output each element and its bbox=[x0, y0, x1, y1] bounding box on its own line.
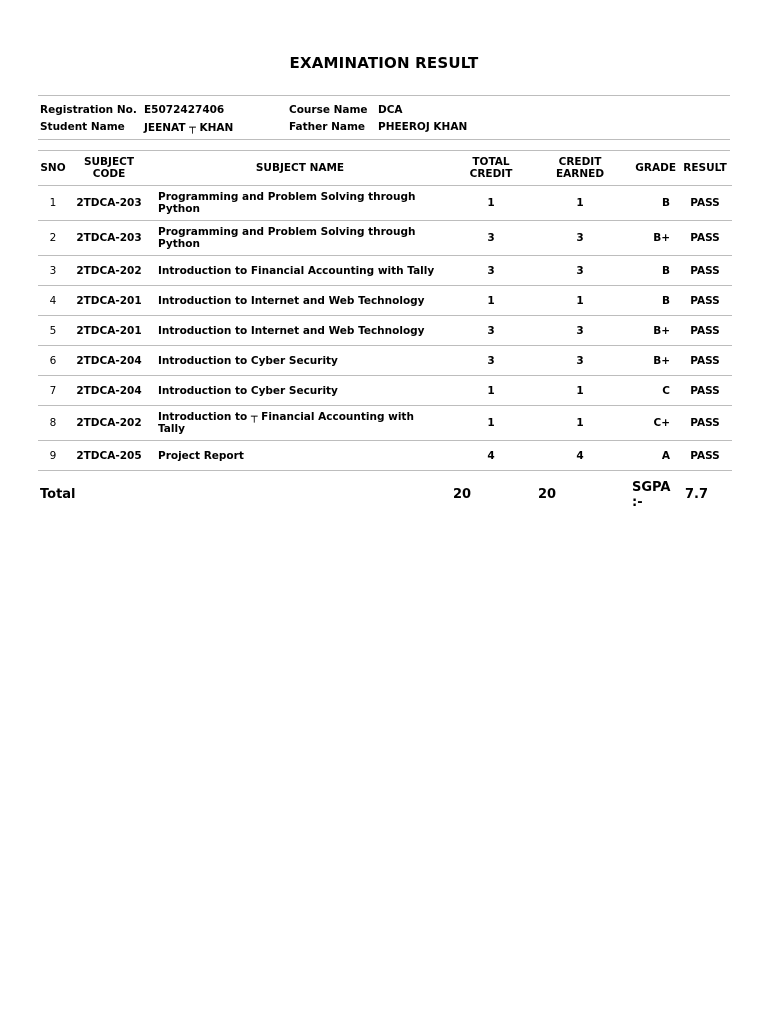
father-name-value: PHEEROJ KHAN bbox=[378, 121, 468, 133]
total-credit-value: 20 bbox=[453, 487, 472, 502]
row-result: PASS bbox=[678, 221, 732, 256]
row-total-credit: 4 bbox=[450, 441, 532, 471]
row-subject-name: Introduction to Financial Accounting with Tally bbox=[150, 256, 450, 286]
sgpa-value: 7.7 bbox=[685, 487, 709, 502]
row-credit-earned: 1 bbox=[532, 406, 628, 441]
row-sno: 9 bbox=[38, 441, 68, 471]
row-total-credit: 3 bbox=[450, 316, 532, 346]
row-result: PASS bbox=[678, 346, 732, 376]
registration-value: E5072427406 bbox=[144, 104, 225, 116]
header-subject-code bbox=[68, 151, 150, 186]
row-subject-name-line2: Python bbox=[158, 203, 200, 215]
row-credit-earned: 4 bbox=[532, 441, 628, 471]
row-subject-name: Project Report bbox=[150, 441, 450, 471]
row-grade: B+ bbox=[628, 221, 678, 256]
row-subject-code: 2TDCA-202 bbox=[68, 406, 150, 441]
row-sno: 8 bbox=[38, 406, 68, 441]
row-result: PASS bbox=[678, 186, 732, 221]
row-result: PASS bbox=[678, 286, 732, 316]
row-sno: 3 bbox=[38, 256, 68, 286]
row-subject-name bbox=[150, 221, 450, 256]
row-grade: B bbox=[628, 286, 678, 316]
header-code-line1: SUBJECT bbox=[83, 156, 135, 168]
sgpa-label-line1: SGPA bbox=[632, 480, 671, 495]
row-subject-name: Introduction to Cyber Security bbox=[150, 376, 450, 406]
row-grade: B bbox=[628, 256, 678, 286]
header-total-line2: CREDIT bbox=[469, 168, 513, 180]
results-table bbox=[38, 151, 732, 471]
header-grade: GRADE bbox=[628, 151, 678, 186]
student-name-label: Student Name bbox=[40, 121, 125, 133]
page-title: EXAMINATION RESULT bbox=[289, 54, 479, 72]
row-sno: 4 bbox=[38, 286, 68, 316]
header-divider bbox=[38, 95, 730, 96]
row-subject-name-line1 bbox=[158, 411, 448, 423]
row-total-credit: 3 bbox=[450, 221, 532, 256]
row-subject-name-line1: Programming and Problem Solving through bbox=[158, 191, 416, 203]
row-sno: 7 bbox=[38, 376, 68, 406]
row-result: PASS bbox=[678, 441, 732, 471]
row-subject-code: 2TDCA-204 bbox=[68, 346, 150, 376]
row-result: PASS bbox=[678, 406, 732, 441]
row-grade: A bbox=[628, 441, 678, 471]
row-credit-earned: 3 bbox=[532, 256, 628, 286]
row-subject-code: 2TDCA-201 bbox=[68, 286, 150, 316]
total-label: Total bbox=[40, 487, 76, 502]
row-subject-name: Introduction to Cyber Security bbox=[150, 346, 450, 376]
course-value: DCA bbox=[378, 104, 403, 116]
table-row bbox=[38, 221, 732, 256]
row-total-credit: 3 bbox=[450, 256, 532, 286]
row-grade: B+ bbox=[628, 346, 678, 376]
row-subject-name bbox=[150, 186, 450, 221]
row-grade: B+ bbox=[628, 316, 678, 346]
row-subject-name: Introduction to Internet and Web Technology bbox=[150, 316, 450, 346]
row-subject-name-line2: Tally bbox=[158, 423, 185, 435]
header-code-line2: CODE bbox=[92, 168, 126, 180]
course-label: Course Name bbox=[289, 104, 368, 116]
student-name-value bbox=[144, 121, 233, 134]
row-subject-name-line1: Programming and Problem Solving through bbox=[158, 226, 416, 238]
header-total-credit bbox=[450, 151, 532, 186]
header-total-line1: TOTAL bbox=[472, 156, 510, 168]
row-subject-code: 2TDCA-205 bbox=[68, 441, 150, 471]
row-subject-name bbox=[150, 406, 450, 441]
row-grade: B bbox=[628, 186, 678, 221]
table-row bbox=[38, 406, 732, 441]
table-row bbox=[38, 441, 732, 471]
row-credit-earned: 3 bbox=[532, 346, 628, 376]
father-name-label: Father Name bbox=[289, 121, 366, 133]
table-header-row bbox=[38, 151, 732, 186]
row-credit-earned: 1 bbox=[532, 376, 628, 406]
table-row bbox=[38, 316, 732, 346]
total-credit-earned-value: 20 bbox=[538, 487, 557, 502]
row-total-credit: 1 bbox=[450, 286, 532, 316]
sgpa-label-line2: :- bbox=[632, 495, 643, 510]
header-earned-line1: CREDIT bbox=[558, 156, 602, 168]
header-earned-line2: EARNED bbox=[555, 168, 605, 180]
row-subject-code: 2TDCA-201 bbox=[68, 316, 150, 346]
row-subject-name-part2: Financial Accounting with bbox=[261, 411, 414, 423]
header-result: RESULT bbox=[678, 151, 732, 186]
header-credit-earned bbox=[532, 151, 628, 186]
table-row bbox=[38, 256, 732, 286]
header-subject-name: SUBJECT NAME bbox=[150, 151, 450, 186]
row-grade: C+ bbox=[628, 406, 678, 441]
row-credit-earned: 3 bbox=[532, 316, 628, 346]
table-row bbox=[38, 346, 732, 376]
row-subject-name-line2: Python bbox=[158, 238, 200, 250]
table-row bbox=[38, 376, 732, 406]
row-subject-name-mark: ┬ bbox=[250, 410, 258, 423]
registration-label: Registration No. bbox=[40, 104, 137, 116]
table-row bbox=[38, 186, 732, 221]
student-name-mark: ┬ bbox=[189, 121, 196, 134]
row-sno: 1 bbox=[38, 186, 68, 221]
row-total-credit: 3 bbox=[450, 346, 532, 376]
student-first-name: JEENAT bbox=[144, 122, 186, 134]
row-result: PASS bbox=[678, 256, 732, 286]
row-total-credit: 1 bbox=[450, 376, 532, 406]
row-subject-name-part1: Introduction to bbox=[158, 411, 248, 423]
row-grade: C bbox=[628, 376, 678, 406]
student-last-name: KHAN bbox=[199, 122, 234, 134]
sgpa-label bbox=[632, 480, 670, 510]
row-credit-earned: 1 bbox=[532, 286, 628, 316]
row-credit-earned: 3 bbox=[532, 221, 628, 256]
row-sno: 2 bbox=[38, 221, 68, 256]
info-divider-1 bbox=[38, 139, 730, 140]
row-sno: 5 bbox=[38, 316, 68, 346]
row-result: PASS bbox=[678, 376, 732, 406]
row-sno: 6 bbox=[38, 346, 68, 376]
row-credit-earned: 1 bbox=[532, 186, 628, 221]
table-row bbox=[38, 286, 732, 316]
header-sno: SNO bbox=[38, 151, 68, 186]
row-subject-code: 2TDCA-202 bbox=[68, 256, 150, 286]
row-total-credit: 1 bbox=[450, 406, 532, 441]
row-result: PASS bbox=[678, 316, 732, 346]
row-subject-code: 2TDCA-203 bbox=[68, 186, 150, 221]
row-subject-code: 2TDCA-203 bbox=[68, 221, 150, 256]
row-subject-code: 2TDCA-204 bbox=[68, 376, 150, 406]
row-total-credit: 1 bbox=[450, 186, 532, 221]
row-subject-name: Introduction to Internet and Web Technology bbox=[150, 286, 450, 316]
